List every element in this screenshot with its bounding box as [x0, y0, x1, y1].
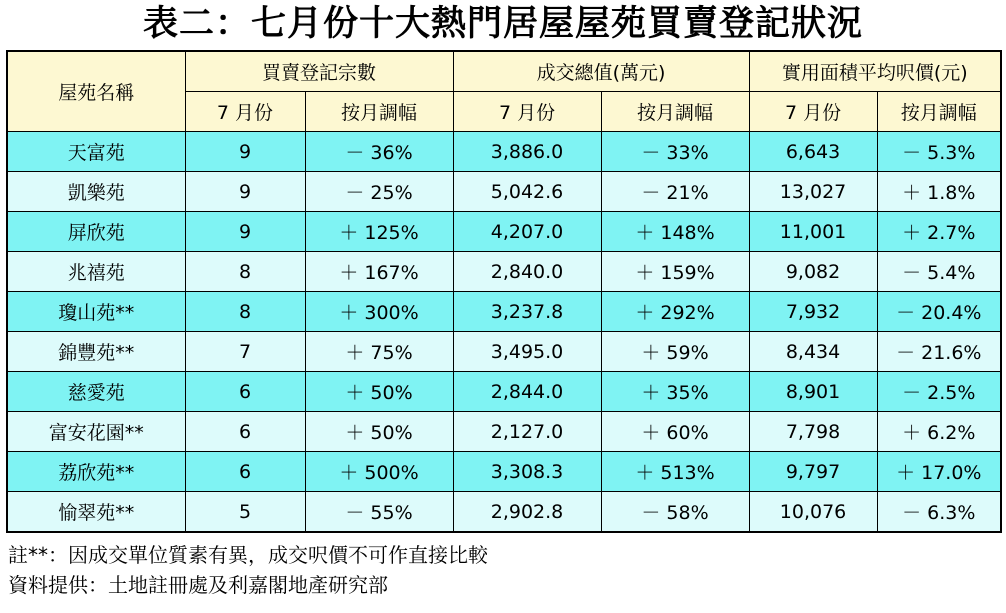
cell-reg-july: 5 [185, 492, 305, 533]
cell-reg-change: ＋ 50% [305, 412, 453, 452]
cell-reg-july: 8 [185, 292, 305, 332]
cell-reg-change: ＋ 500% [305, 452, 453, 492]
table-body [7, 132, 1001, 533]
cell-value-change: － 58% [601, 492, 749, 533]
cell-value-change: ＋ 148% [601, 212, 749, 252]
cell-value-change: ＋ 60% [601, 412, 749, 452]
cell-reg-july: 6 [185, 372, 305, 412]
cell-price-change: ＋ 2.7% [877, 212, 1001, 252]
cell-estate-name: 瓊山苑** [7, 292, 185, 332]
cell-price-july: 6,643 [749, 132, 877, 172]
cell-value-july: 2,127.0 [453, 412, 601, 452]
cell-price-change: － 5.3% [877, 132, 1001, 172]
cell-price-change: － 5.4% [877, 252, 1001, 292]
header-sub-reg-july: 7 月份 [185, 92, 305, 132]
cell-reg-july: 7 [185, 332, 305, 372]
cell-reg-july: 9 [185, 212, 305, 252]
cell-price-july: 8,434 [749, 332, 877, 372]
table-notes [6, 540, 1000, 600]
cell-value-july: 2,902.8 [453, 492, 601, 533]
cell-value-july: 3,495.0 [453, 332, 601, 372]
cell-value-change: － 21% [601, 172, 749, 212]
cell-value-change: ＋ 159% [601, 252, 749, 292]
cell-price-july: 13,027 [749, 172, 877, 212]
cell-price-july: 9,082 [749, 252, 877, 292]
cell-reg-change: ＋ 167% [305, 252, 453, 292]
table-row [7, 172, 1001, 212]
header-sub-price-change: 按月調幅 [877, 92, 1001, 132]
note-source: 資料提供：土地註冊處及利嘉閣地產研究部 [8, 573, 388, 598]
cell-price-july: 8,901 [749, 372, 877, 412]
cell-price-change: ＋ 17.0% [877, 452, 1001, 492]
cell-price-july: 9,797 [749, 452, 877, 492]
table-header [7, 51, 1001, 132]
cell-reg-july: 9 [185, 172, 305, 212]
cell-price-july: 7,932 [749, 292, 877, 332]
cell-price-change: ＋ 1.8% [877, 172, 1001, 212]
table-row [7, 292, 1001, 332]
header-sub-reg-change: 按月調幅 [305, 92, 453, 132]
cell-price-change: － 6.3% [877, 492, 1001, 533]
cell-price-july: 7,798 [749, 412, 877, 452]
cell-value-change: ＋ 513% [601, 452, 749, 492]
cell-price-change: － 20.4% [877, 292, 1001, 332]
page-title: 表二：七月份十大熱門居屋屋苑買賣登記狀況 [142, 4, 863, 44]
cell-value-change: ＋ 35% [601, 372, 749, 412]
cell-price-july: 11,001 [749, 212, 877, 252]
cell-price-change: ＋ 6.2% [877, 412, 1001, 452]
header-group-total-value: 成交總值(萬元) [453, 51, 749, 92]
cell-value-july: 3,886.0 [453, 132, 601, 172]
cell-estate-name: 愉翠苑** [7, 492, 185, 533]
header-estate-name: 屋苑名稱 [7, 51, 185, 132]
table-row [7, 452, 1001, 492]
table-row [7, 132, 1001, 172]
cell-value-july: 2,844.0 [453, 372, 601, 412]
cell-price-july: 10,076 [749, 492, 877, 533]
cell-reg-july: 9 [185, 132, 305, 172]
header-group-registrations: 買賣登記宗數 [185, 51, 453, 92]
cell-value-change: ＋ 59% [601, 332, 749, 372]
cell-reg-change: － 36% [305, 132, 453, 172]
cell-reg-change: ＋ 50% [305, 372, 453, 412]
header-group-avg-price: 實用面積平均呎價(元) [749, 51, 1001, 92]
table-row [7, 252, 1001, 292]
cell-estate-name: 天富苑 [7, 132, 185, 172]
cell-reg-change: ＋ 75% [305, 332, 453, 372]
cell-estate-name: 錦豐苑** [7, 332, 185, 372]
cell-reg-change: ＋ 300% [305, 292, 453, 332]
table-row [7, 372, 1001, 412]
cell-estate-name: 慈愛苑 [7, 372, 185, 412]
cell-estate-name: 屏欣苑 [7, 212, 185, 252]
cell-estate-name: 富安花園** [7, 412, 185, 452]
cell-value-july: 3,308.3 [453, 452, 601, 492]
cell-reg-change: － 25% [305, 172, 453, 212]
table-row [7, 492, 1001, 533]
cell-value-july: 4,207.0 [453, 212, 601, 252]
cell-reg-change: ＋ 125% [305, 212, 453, 252]
note-footnote: 註**：因成交單位質素有異，成交呎價不可作直接比較 [8, 543, 488, 568]
header-sub-value-change: 按月調幅 [601, 92, 749, 132]
cell-value-change: ＋ 292% [601, 292, 749, 332]
table-row [7, 412, 1001, 452]
housing-transactions-table [6, 50, 1002, 533]
cell-reg-change: － 55% [305, 492, 453, 533]
cell-estate-name: 兆禧苑 [7, 252, 185, 292]
cell-reg-july: 6 [185, 412, 305, 452]
cell-estate-name: 荔欣苑** [7, 452, 185, 492]
table-row [7, 332, 1001, 372]
table-header-group-row [7, 51, 1001, 92]
cell-value-july: 5,042.6 [453, 172, 601, 212]
cell-price-change: － 21.6% [877, 332, 1001, 372]
header-sub-price-july: 7 月份 [749, 92, 877, 132]
cell-price-change: － 2.5% [877, 372, 1001, 412]
cell-reg-july: 6 [185, 452, 305, 492]
cell-estate-name: 凱樂苑 [7, 172, 185, 212]
table-row [7, 212, 1001, 252]
header-sub-value-july: 7 月份 [453, 92, 601, 132]
cell-value-change: － 33% [601, 132, 749, 172]
cell-value-july: 3,237.8 [453, 292, 601, 332]
cell-reg-july: 8 [185, 252, 305, 292]
cell-value-july: 2,840.0 [453, 252, 601, 292]
